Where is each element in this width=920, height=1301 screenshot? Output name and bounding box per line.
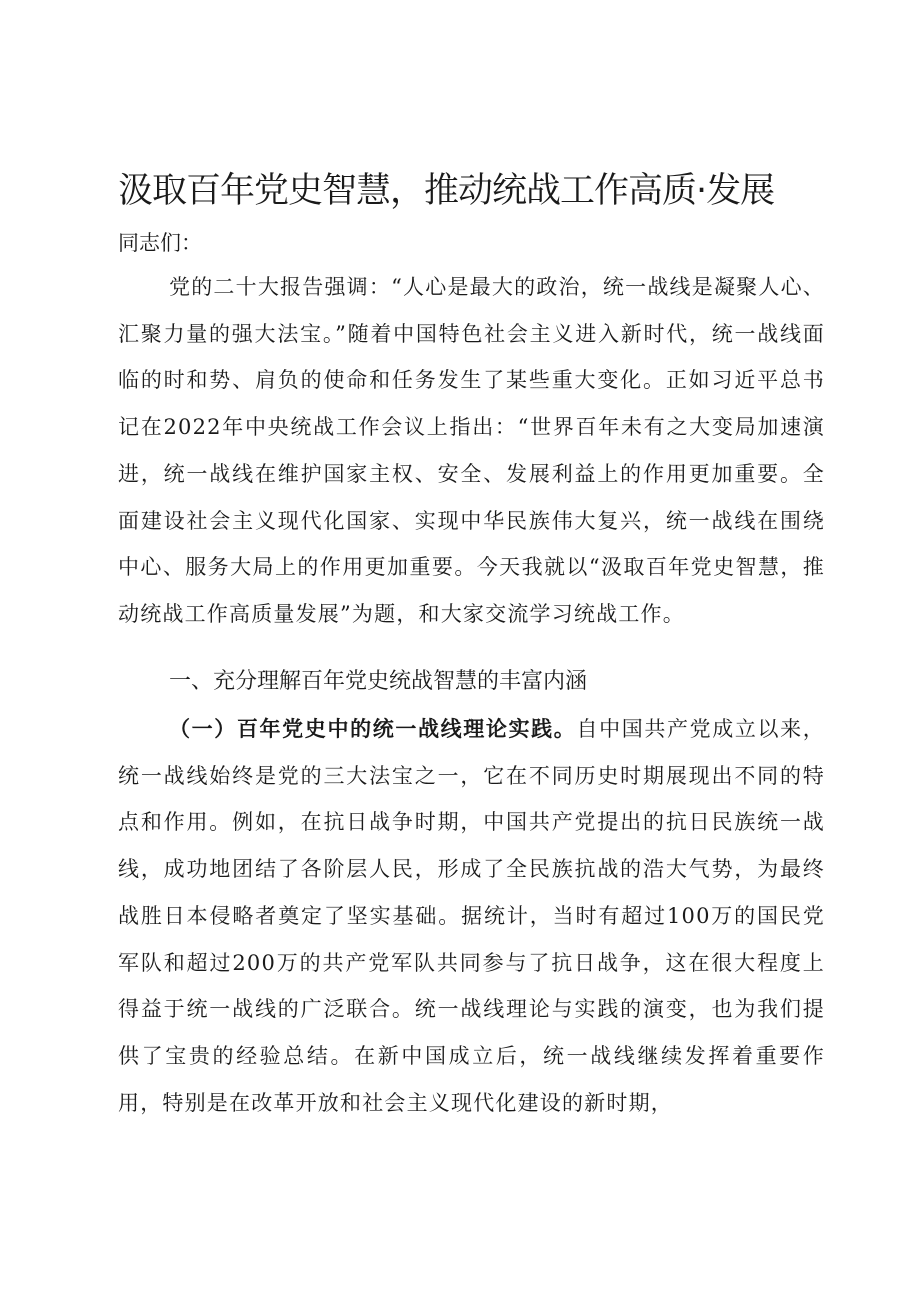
- subsection-text-1: 自中国共产党成立以来，统一战线始终是党的三大法宝之一，它在不同历史时期展现出不同的特点和作用。例如，在抗日战争时期，中国共产党提出的抗日民族统一战线，成功地团结了各阶层人民，形成了全民族抗战的浩大气势，为最终战胜日本侵略者奠定了坚实基础。据统计，当时有超过100万的国民党军队和超过200万的共产党军队共同参与了抗日战争，这在很大程度上得益于统一战线的广泛联合。统一战线理论与实践的演变，也为我们提供了宝贵的经验总结。在新中国成立后，统一战线继续发挥着重要作用，特别是在改革开放和社会主义现代化建设的新时期，: [118, 717, 825, 1115]
- section-heading-1: 一、充分理解百年党史统战智慧的丰富内涵: [169, 669, 588, 694]
- subsection-heading-1: （一）百年党史中的统一战线理论实践。: [169, 716, 577, 741]
- salutation: 同志们：: [118, 231, 202, 255]
- subsection-paragraph-1: [118, 706, 825, 1126]
- document-title: 汲取百年党史智慧，推动统战工作高质·发展: [118, 171, 775, 211]
- intro-paragraph: 党的二十大报告强调：“人心是最大的政治，统一战线是凝聚人心、汇聚力量的强大法宝。”随着中国特色社会主义进入新时代，统一战线面临的时和势、肩负的使命和任务发生了某些重大变化。正如习近平总书记在2022年中央统战工作会议上指出：“世界百年未有之大变局加速演进，统一战线在维护国家主权、安全、发展利益上的作用更加重要。全面建设社会主义现代化国家、实现中华民族伟大复兴，统一战线在围绕中心、服务大局上的作用更加重要。今天我就以“汲取百年党史智慧，推动统战工作高质量发展”为题，和大家交流学习统战工作。: [118, 275, 825, 626]
